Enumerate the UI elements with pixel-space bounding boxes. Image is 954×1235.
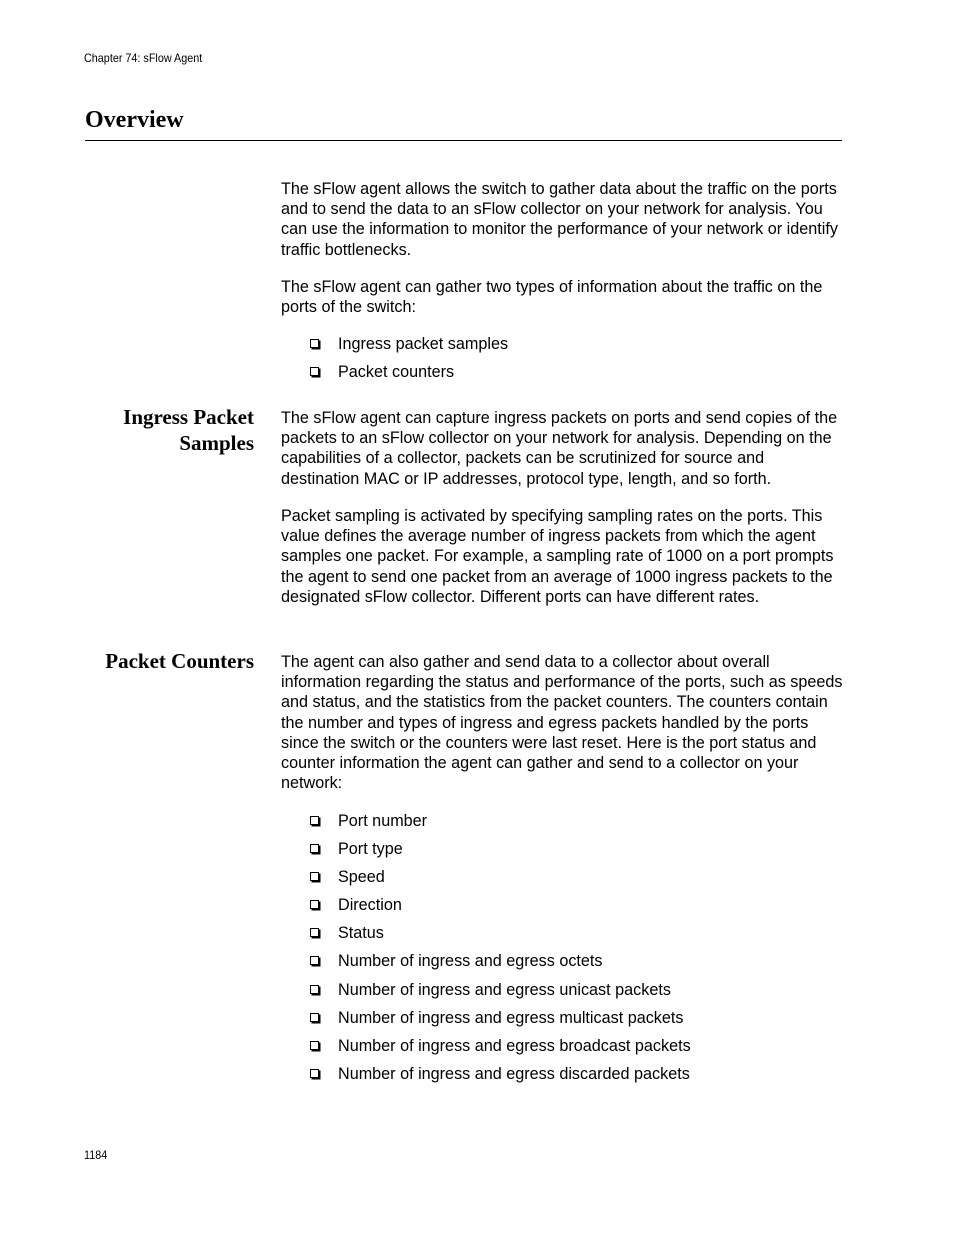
square-bullet-icon — [310, 872, 319, 881]
overview-bullet-list — [309, 334, 508, 390]
ingress-paragraph-2: Packet sampling is activated by specifying sampling rates on the ports. This value defines the average number of ingress packets from which the agent samples one packet. For example, a sampling rate of 1000 on a port prompts the agent to send one packet from an average of 1000 ingress packets to the designated sFlow collector. Different ports can have different rates. — [281, 507, 834, 606]
list-item: Ingress packet samples — [309, 334, 508, 362]
list-item: Status — [309, 923, 691, 951]
title-divider — [85, 140, 842, 141]
list-item: Port number — [309, 811, 691, 839]
list-item: Number of ingress and egress broadcast packets — [309, 1036, 691, 1064]
packet-counters-heading: Packet Counters — [105, 649, 254, 673]
list-item: Speed — [309, 867, 691, 895]
square-bullet-icon — [310, 1069, 319, 1078]
square-bullet-icon — [310, 367, 319, 376]
list-item: Number of ingress and egress discarded packets — [309, 1064, 691, 1092]
list-item: Number of ingress and egress octets — [309, 951, 691, 979]
counters-paragraph: The agent can also gather and send data to a collector about overall information regarding the status and performance of the ports, such as speeds and status, and the statistics from the packet counters. The counters contain the number and types of ingress and egress packets handled by the ports since the switch or the counters were last reset. Here is the port status and counter information the agent can gather and send to a collector on your network: — [281, 653, 843, 793]
overview-paragraph-1: The sFlow agent allows the switch to gather data about the traffic on the ports and to send the data to an sFlow collector on your network for analysis. You can use the information to monitor the performance of your network or identify traffic bottlenecks. — [281, 180, 838, 259]
square-bullet-icon — [310, 985, 319, 994]
overview-paragraph-2: The sFlow agent can gather two types of information about the traffic on the ports of the switch: — [281, 278, 823, 317]
ingress-paragraph-1: The sFlow agent can capture ingress packets on ports and send copies of the packets to an sFlow collector on your network for analysis. Depending on the capabilities of a collector, packets can be scrutinized for source and destination MAC or IP addresses, protocol type, length, and so forth. — [281, 409, 838, 488]
square-bullet-icon — [310, 339, 319, 348]
square-bullet-icon — [310, 928, 319, 937]
square-bullet-icon — [310, 900, 319, 909]
list-item: Number of ingress and egress multicast packets — [309, 1008, 691, 1036]
list-item: Port type — [309, 839, 691, 867]
ingress-samples-heading: Ingress Packet Samples — [123, 405, 254, 455]
square-bullet-icon — [310, 844, 319, 853]
page-number: 1184 — [84, 1148, 108, 1162]
square-bullet-icon — [310, 956, 319, 965]
square-bullet-icon — [310, 1013, 319, 1022]
counters-bullet-list — [309, 811, 691, 1092]
list-item: Number of ingress and egress unicast packets — [309, 980, 691, 1008]
page-title: Overview — [85, 107, 184, 133]
list-item: Packet counters — [309, 362, 508, 390]
chapter-header: Chapter 74: sFlow Agent — [84, 51, 203, 65]
square-bullet-icon — [310, 816, 319, 825]
square-bullet-icon — [310, 1041, 319, 1050]
list-item: Direction — [309, 895, 691, 923]
